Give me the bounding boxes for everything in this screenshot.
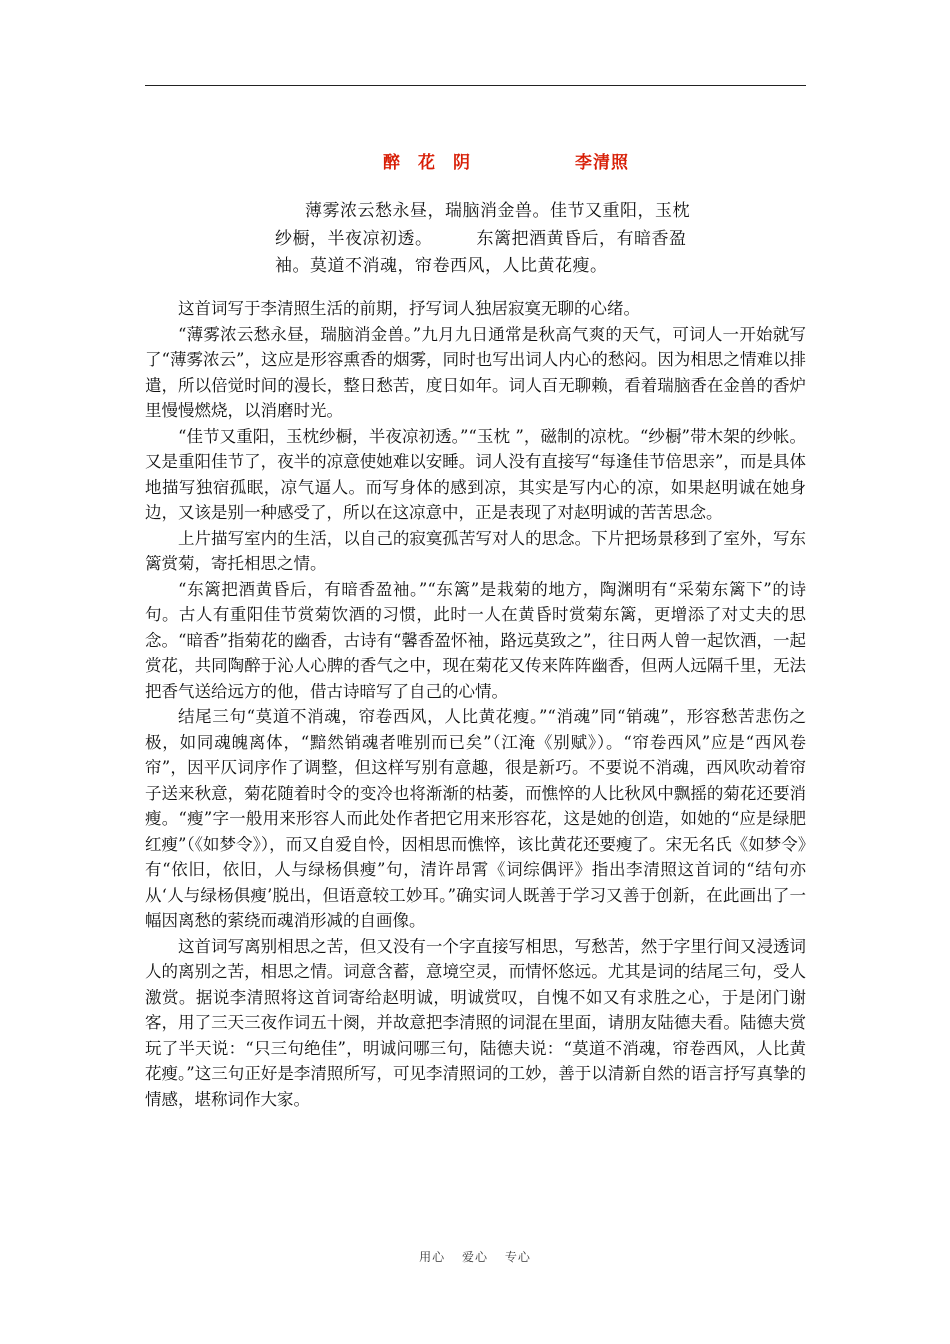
footer-item: 爱心 — [461, 1250, 488, 1264]
poem-line: 袖。莫道不消魂，帘卷西风，人比黄花瘦。 — [275, 256, 608, 276]
paragraph: “佳节又重阳，玉枕纱橱，半夜凉初透。”“玉枕 ”，磁制的凉枕。“纱橱”带木架的纱帐。又是重阳佳节了，夜半的凉意使她难以安睡。词人没有直接写“每逢佳节倍思亲”，而是具体地描写独宿孤眠，凉气逼人。而写身体的感到凉，其实是写内心的凉，如果赵明诚在她身边，又该是别一种感受了，所以在这凉意中，正是表现了对赵明诚的苦苦思念。 — [145, 426, 806, 522]
poem-line: 纱橱，半夜凉初透。 东篱把酒黄昏后，有暗香盈 — [275, 228, 687, 249]
page-footer — [0, 1248, 950, 1265]
poem-title: 醉花阴 — [383, 153, 488, 173]
poem-text — [275, 198, 735, 281]
poem-author: 李清照 — [575, 153, 629, 173]
paragraph: 这首词写于李清照生活的前期，抒写词人独居寂寞无聊的心绪。 — [178, 299, 640, 318]
paragraph: 这首词写离别相思之苦，但又没有一个字直接写相思，写愁苦，然于字里行间又浸透词人的离别之苦，相思之情。词意含蓄，意境空灵，而情怀悠远。尤其是词的结尾三句，受人激赏。据说李清照将这首词寄给赵明诚，明诚赏叹，自愧不如又有求胜之心，于是闭门谢客，用了三天三夜作词五十阕，并故意把李清照的词混在里面，请朋友陆德夫看。陆德夫赏玩了半天说：“只三句绝佳”，明诚问哪三句，陆德夫说：“莫道不消魂，帘卷西风，人比黄花瘦。”这三句正好是李清照所写，可见李清照词的工妙，善于以清新自然的语言抒写真挚的情感，堪称词作大家。 — [145, 936, 806, 1109]
footer-item: 用心 — [419, 1250, 446, 1264]
commentary — [145, 296, 806, 1112]
paragraph: “薄雾浓云愁永昼，瑞脑消金兽。”九月九日通常是秋高气爽的天气，可词人一开始就写了“薄雾浓云”，这应是形容熏香的烟雾，同时也写出词人内心的愁闷。因为相思之情难以排遣，所以倍觉时间的漫长，整日愁苦，度日如年。词人百无聊赖，看着瑞脑香在金兽的香炉里慢慢燃烧，以消磨时光。 — [145, 324, 806, 420]
paragraph: 结尾三句“莫道不消魂，帘卷西风，人比黄花瘦。”“消魂”同“销魂”，形容愁苦悲伤之极，如同魂魄离体，“黯然销魂者唯别而已矣”（江淹《别赋》）。“帘卷西风”应是“西风卷帘”，因平仄词序作了调整，但这样写别有意趣，很是新巧。不要说不消魂，西风吹动着帘子送来秋意，菊花随着时令的变冷也将渐渐的枯萎，而憔悴的人比秋风中飘摇的菊花还要消瘦。“瘦”字一般用来形容人而此处作者把它用来形容花，这是她的创造，如她的“应是绿肥红瘦”（《如梦令》），而又自爱自怜，因相思而憔悴，该比黄花还要瘦了。宋无名氏《如梦令》有“依旧，依旧，人与绿杨俱瘦”句，清许昂霄《词综偶评》指出李清照这首词的“结句亦从‘人与绿杨俱瘦’脱出，但语意较工妙耳。”确实词人既善于学习又善于创新，在此画出了一幅因离愁的萦绕而魂消形减的自画像。 — [145, 707, 806, 930]
paragraph: “东篱把酒黄昏后，有暗香盈袖。”“东篱”是栽菊的地方，陶渊明有“采菊东篱下”的诗句。古人有重阳佳节赏菊饮酒的习惯，此时一人在黄昏时赏菊东篱，更增添了对丈夫的思念。“暗香”指菊花的幽香，古诗有“馨香盈怀袖，路远莫致之”，往日两人曾一起饮酒，一起赏花，共同陶醉于沁人心脾的香气之中，现在菊花又传来阵阵幽香，但两人远隔千里，无法把香气送给远方的他，借古诗暗写了自己的心情。 — [145, 579, 806, 701]
footer-item: 专心 — [504, 1250, 531, 1264]
poem-line: 薄雾浓云愁永昼，瑞脑消金兽。佳节又重阳，玉枕 — [305, 201, 690, 221]
header-rule — [145, 85, 806, 86]
paragraph: 上片描写室内的生活，以自己的寂寞孤苦写对人的思念。下片把场景移到了室外，写东篱赏菊，寄托相思之情。 — [145, 528, 806, 573]
title-line — [0, 148, 950, 176]
